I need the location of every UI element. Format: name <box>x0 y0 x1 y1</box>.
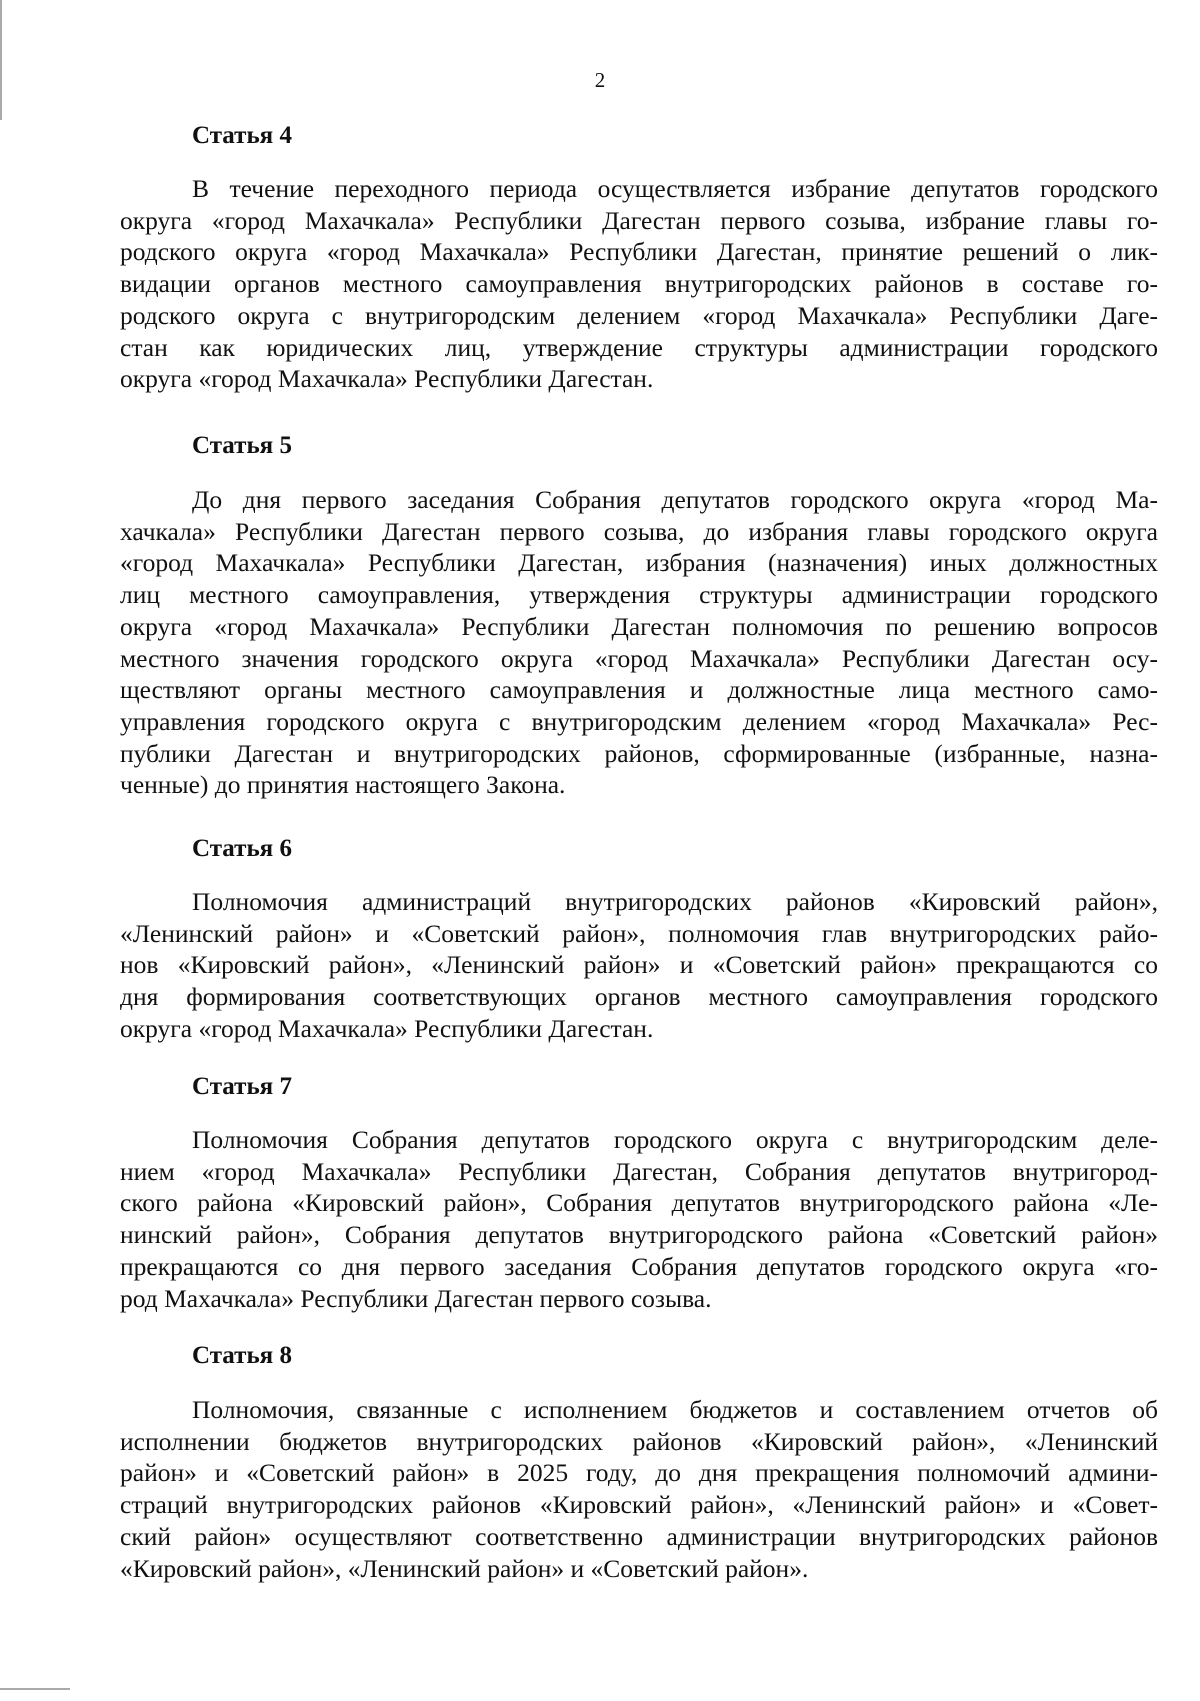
scan-edge-mark <box>0 1688 70 1690</box>
article-6-line: Полномочия администраций внутригородских районов «Кировский район», <box>192 887 1158 916</box>
article-5-line: «город Махачкала» Республики Дагестан, избрания (назначения) иных должностных <box>120 548 1158 578</box>
article-6-line: округа «город Махачкала» Республики Дагестан. <box>120 1013 654 1043</box>
article-8-line: страций внутригородских районов «Кировский район», «Ленинский район» и «Совет- <box>120 1490 1158 1520</box>
article-4-line: В течение переходного периода осуществляется избрание депутатов городского <box>192 174 1158 203</box>
page-number: 2 <box>594 68 606 92</box>
article-5-line: местного значения городского округа «город Махачкала» Республики Дагестан осу- <box>120 643 1158 673</box>
article-4-line: родского округа «город Махачкала» Республики Дагестан, принятие решений о лик- <box>120 237 1158 267</box>
article-4-line: округа «город Махачкала» Республики Дагестан первого созыва, избрание главы го- <box>120 205 1158 235</box>
article-4-line: родского округа с внутригородским делением «город Махачкала» Республики Даге- <box>120 300 1158 330</box>
article-5-line: публики Дагестан и внутригородских районов, сформированные (избранные, назна- <box>120 738 1158 768</box>
article-8-line: исполнении бюджетов внутригородских районов «Кировский район», «Ленинский <box>120 1426 1158 1456</box>
article-5-heading: Статья 5 <box>192 432 292 459</box>
article-5-line: ченные) до принятия настоящего Закона. <box>120 770 566 800</box>
article-6-line: нов «Кировский район», «Ленинский район» и «Советский район» прекращаются со <box>120 950 1158 980</box>
article-5-line: округа «город Махачкала» Республики Дагестан полномочия по решению вопросов <box>120 611 1158 641</box>
article-7-line: прекращаются со дня первого заседания Собрания депутатов городского округа «го- <box>120 1251 1158 1281</box>
article-4-line: округа «город Махачкала» Республики Дагестан. <box>120 364 654 394</box>
article-7-line: нием «город Махачкала» Республики Дагестан, Собрания депутатов внутригород- <box>120 1156 1158 1186</box>
article-4-body <box>120 173 1158 395</box>
article-4-line: стан как юридических лиц, утверждение структуры администрации городского <box>120 332 1158 362</box>
article-6-line: «Ленинский район» и «Советский район», полномочия глав внутригородских райо- <box>120 918 1158 948</box>
article-8-body <box>120 1394 1158 1584</box>
article-7-line: ского района «Кировский район», Собрания депутатов внутригородского района «Ле- <box>120 1188 1158 1218</box>
article-7-heading: Статья 7 <box>192 1073 292 1100</box>
scan-edge-mark <box>0 0 2 120</box>
article-8-line: Полномочия, связанные с исполнением бюджетов и составлением отчетов об <box>192 1395 1158 1424</box>
article-5-line: хачкала» Республики Дагестан первого созыва, до избрания главы городского округа <box>120 516 1158 546</box>
article-5-line: ществляют органы местного самоуправления и должностные лица местного само- <box>120 675 1158 705</box>
article-7-line: нинский район», Собрания депутатов внутригородского района «Советский район» <box>120 1220 1158 1250</box>
article-7-body <box>120 1124 1158 1314</box>
article-7-line: род Махачкала» Республики Дагестан первого созыва. <box>120 1283 712 1313</box>
article-8-line: «Кировский район», «Ленинский район» и «Советский район». <box>120 1553 809 1583</box>
article-7-line: Полномочия Собрания депутатов городского округа с внутригородским деле- <box>192 1125 1158 1154</box>
article-6-heading: Статья 6 <box>192 835 292 862</box>
article-8-heading: Статья 8 <box>192 1342 292 1369</box>
article-4-heading: Статья 4 <box>192 122 292 149</box>
article-4-line: видации органов местного самоуправления внутригородских районов в составе го- <box>120 269 1158 299</box>
article-8-line: район» и «Советский район» в 2025 году, до дня прекращения полномочий админи- <box>120 1458 1158 1488</box>
article-6-line: дня формирования соответствующих органов местного самоуправления городского <box>120 982 1158 1012</box>
article-6-body <box>120 886 1158 1045</box>
article-5-line: управления городского округа с внутригородским делением «город Махачкала» Рес- <box>120 706 1158 736</box>
article-5-line: лиц местного самоуправления, утверждения структуры администрации городского <box>120 580 1158 610</box>
article-8-line: ский район» осуществляют соответственно администрации внутригородских районов <box>120 1521 1158 1551</box>
article-5-line: До дня первого заседания Собрания депутатов городского округа «город Ма- <box>192 485 1158 514</box>
article-5-body <box>120 484 1158 801</box>
